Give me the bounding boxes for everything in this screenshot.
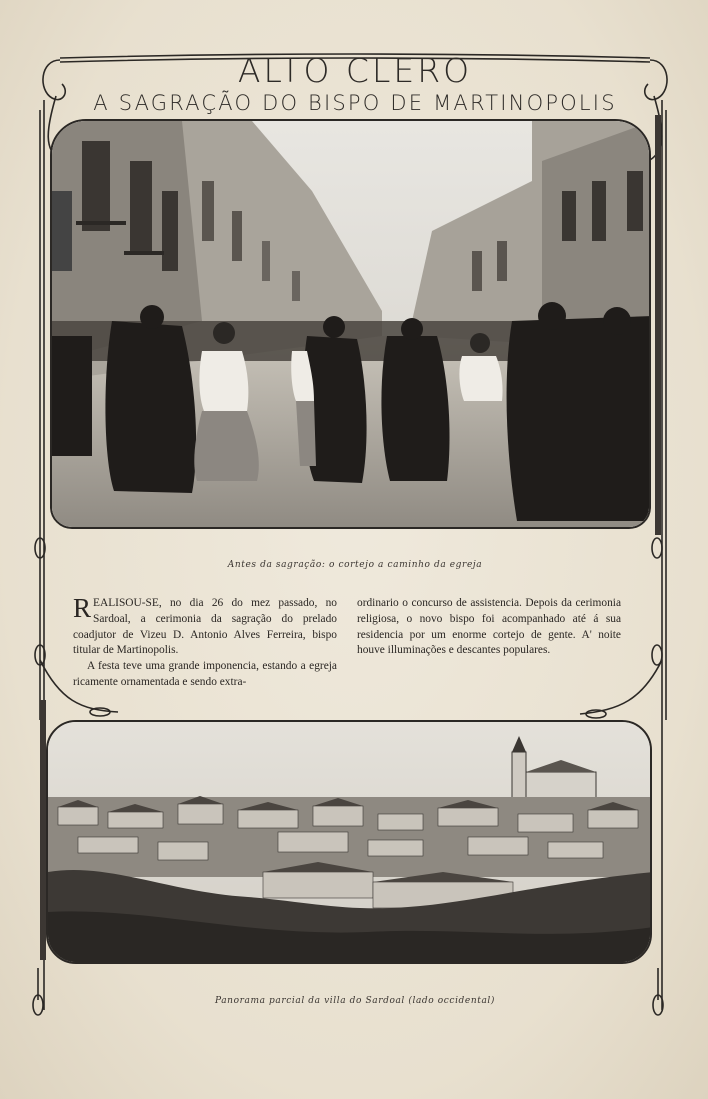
- town-panorama-photo: [46, 720, 652, 964]
- drop-cap: R: [73, 593, 92, 623]
- procession-caption: Antes da sagração: o cortejo a caminho da egreja: [227, 560, 483, 570]
- procession-illustration: [52, 121, 651, 529]
- article-column-left: [73, 593, 337, 691]
- article-paragraph: [73, 593, 337, 659]
- article-text: EALISOU-SE, no dia 26 do mez passado, no Sardoal, a cerimonia da sagração do prelado coadjutor de Vizeu D. Antonio Alves Ferreira, bispo titular de Martinopolis.: [73, 597, 337, 657]
- procession-photo: [50, 119, 651, 529]
- article-paragraph: A festa teve uma grande imponencia, estando a egreja ricamente ornamentada e sendo extra-: [73, 660, 337, 688]
- article-body: [73, 593, 621, 691]
- town-panorama-illustration: [48, 722, 652, 964]
- article-paragraph: ordinario o concurso de assistencia. Depois da cerimonia religiosa, o novo bispo foi acompanhado até á sua residencia por um enorme cortejo de gente. A' noite houve illuminações e descantes populares.: [357, 597, 621, 657]
- page-subtitle: A SAGRAÇÃO DO BISPO DE MARTINOPOLIS: [93, 91, 617, 115]
- page-title: ALTO CLERO: [237, 51, 473, 90]
- panorama-caption: Panorama parcial da villa do Sardoal (lado occidental): [214, 996, 496, 1006]
- article-heading: [60, 52, 650, 116]
- article-column-right: [357, 596, 621, 691]
